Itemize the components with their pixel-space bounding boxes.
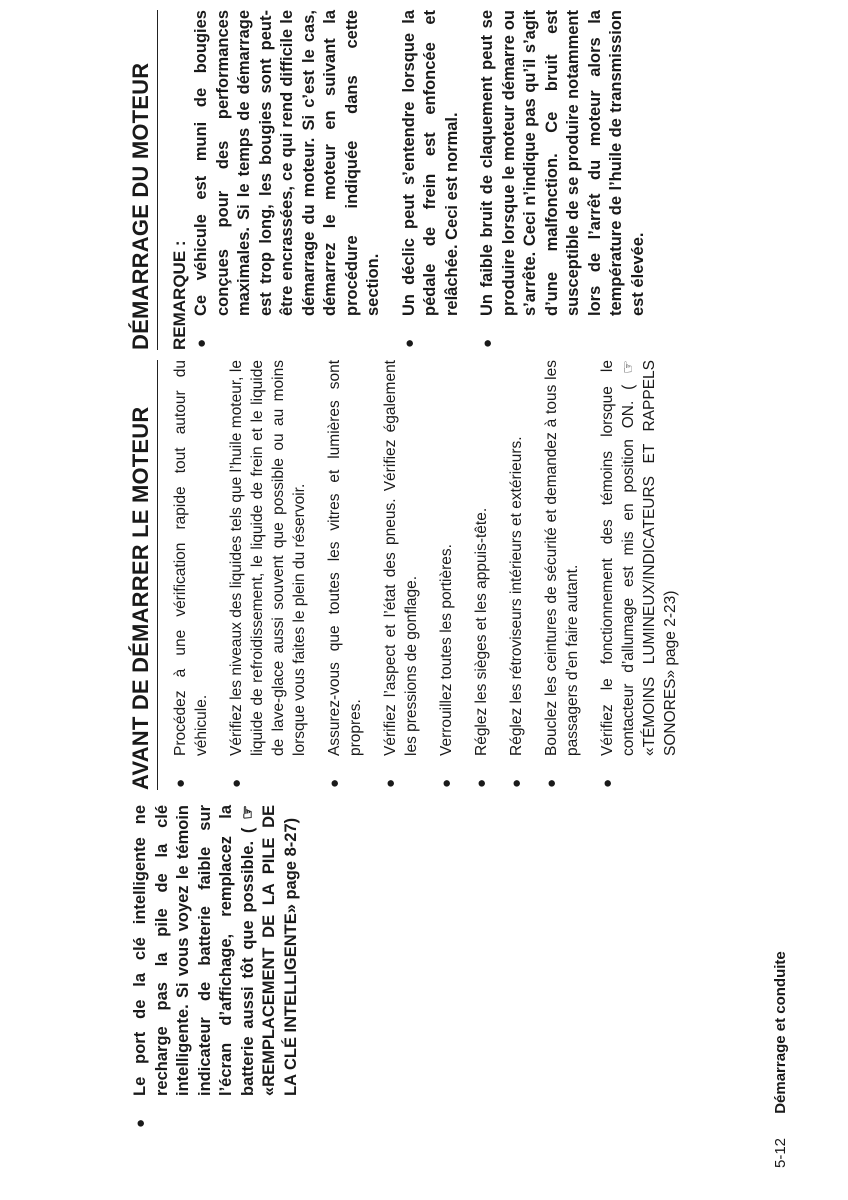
item-text: Un déclic peut s’entendre lorsque la pédale de frein est enfoncée et relâchée. Ceci est normal. xyxy=(399,10,461,316)
page-number: 5-12 xyxy=(772,1137,789,1168)
list-item xyxy=(506,360,527,790)
bullet-icon: ● xyxy=(479,338,496,348)
item-text: Réglez les sièges et les appuis-tête. xyxy=(473,507,490,756)
battery-note-column xyxy=(130,805,316,1130)
remark-label: REMARQUE : xyxy=(170,240,189,350)
bullet-icon: ● xyxy=(326,778,343,788)
list-item xyxy=(226,360,310,790)
item-text: Réglez les rétroviseurs intérieurs et extérieurs. xyxy=(508,436,525,756)
list-item xyxy=(471,360,492,790)
bullet-icon: ● xyxy=(473,778,490,788)
section-heading: AVANT DE DÉMARRER LE MOTEUR xyxy=(128,360,158,790)
page-footer xyxy=(772,951,789,1168)
item-text: Le port de la clé intelligente ne recharge pas la pile de la clé intelligente. Si vous voyez le témoin indicateur de batterie faible sur l’écran d’affichage, remplacez la batterie aussi tôt que possible. ( ☞ «REMPLACEMENT DE LA PILE DE LA CLÉ INTELLIGENTE» page 8-27) xyxy=(131,805,300,1096)
item-text: Assurez-vous que toutes les vitres et lumières sont propres. xyxy=(326,360,364,756)
list-item xyxy=(380,360,422,790)
bullet-icon: ● xyxy=(132,1118,149,1128)
item-text: Vérifiez l’aspect et l’état des pneus. Vérifiez également les pressions de gonflage. xyxy=(382,360,420,756)
item-text: Vérifiez le fonctionnement des témoins lorsque le contacteur d’allumage est mis en position ON. ( ☞ «TÉMOINS LUMINEUX/INDICATEURS ET RAPPELS SONORES» page 2-23) xyxy=(599,360,679,756)
bullet-icon: ● xyxy=(172,778,189,788)
item-text: Procédez à une vérification rapide tout autour du véhicule. xyxy=(172,360,210,756)
list-item xyxy=(436,360,457,790)
section-heading: DÉMARRAGE DU MOTEUR xyxy=(128,10,158,350)
bullet-icon: ● xyxy=(543,778,560,788)
bullet-icon: ● xyxy=(228,778,245,788)
item-text: Ce véhicule est muni de bougies conçues pour des performances maximales. Si le temps de démarrage est trop long, les bougies sont peut-être encrassées, ce qui rend difficile le démarrage du moteur. Si c’est le cas, démarrez le moteur en suivant la procédure indiquée dans cette section. xyxy=(192,10,382,316)
list-item xyxy=(541,360,583,790)
before-starting-section xyxy=(128,360,695,790)
item-text: Verrouillez toutes les portières. xyxy=(438,544,455,756)
bullet-icon: ● xyxy=(599,778,616,788)
list-item xyxy=(130,805,302,1130)
item-text: Un faible bruit de claquement peut se produire lorsque le moteur démarre ou s’arrête. Ceci n’indique pas qu’il s’agit d’une malfonction. Ce bruit est susceptible de se produire notamment lors de l’arrêt du moteur alors la température de l’huile de transmission est élevée. xyxy=(478,10,647,316)
list-item xyxy=(597,360,681,790)
list-item xyxy=(191,10,385,350)
list-item xyxy=(170,360,212,790)
engine-start-section xyxy=(128,10,663,350)
section-title: Démarrage et conduite xyxy=(772,951,789,1114)
list-item xyxy=(399,10,464,350)
list-item xyxy=(324,360,366,790)
bullet-icon: ● xyxy=(400,338,418,348)
item-text: Vérifiez les niveaux des liquides tels que l’huile moteur, le liquide de refroidissement, le liquide de frein et le liquide de lave-glace aussi souvent que possible ou au moins lorsque vous faites le plein du réservoir. xyxy=(228,360,308,756)
bullet-icon: ● xyxy=(438,778,455,788)
bullet-icon: ● xyxy=(508,778,525,788)
list-item xyxy=(477,10,649,350)
bullet-icon: ● xyxy=(193,338,210,348)
bullet-icon: ● xyxy=(382,778,399,788)
item-text: Bouclez les ceintures de sécurité et demandez à tous les passagers d’en faire autant. xyxy=(543,360,581,756)
